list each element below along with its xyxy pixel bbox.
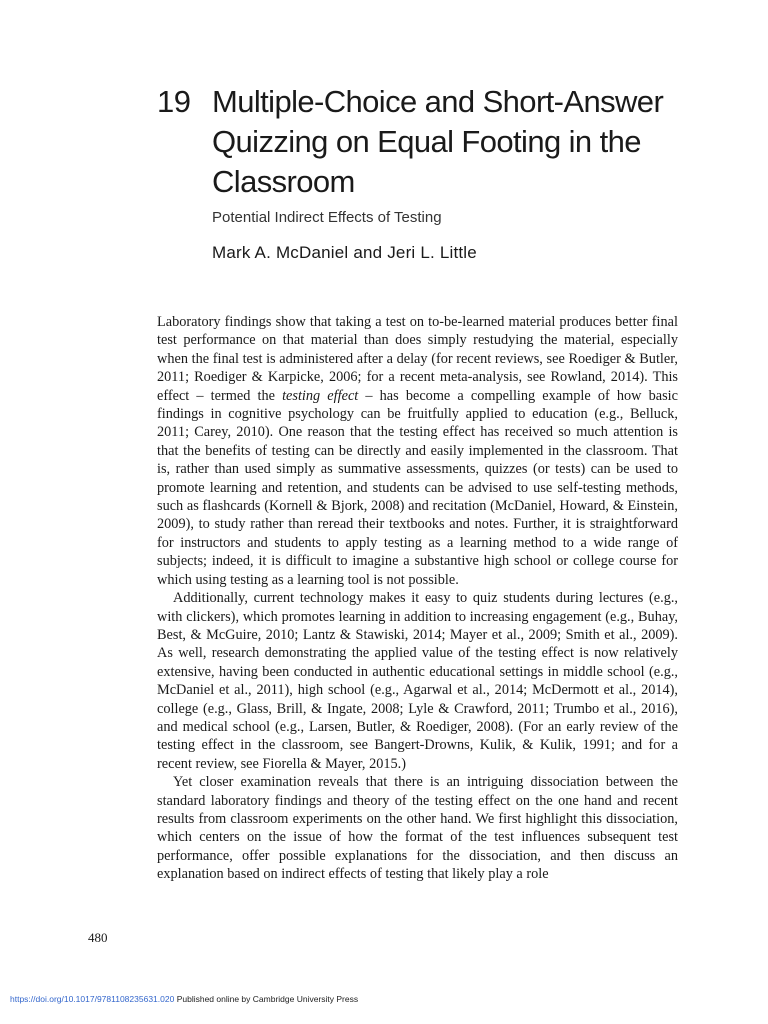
chapter-title: Multiple-Choice and Short-Answer Quizzing on Equal Footing in the Classroom [212, 84, 664, 199]
paragraph-3: Yet closer examination reveals that there is an intriguing dissociation between the standard laboratory findings and theory of the testing effect on the one hand and recent results from classroom experiments on the other hand. We first highlight this dissociation, which centers on the issue of how the format of the test influences subsequent test performance, offer possible explanations for the dissociation, and then discuss an explanation based on indirect effects of testing that likely play a role [157, 774, 678, 883]
published-note: Published online by Cambridge University Press [174, 994, 359, 1004]
body-text [157, 313, 678, 884]
testing-effect-term: testing effect [282, 387, 359, 404]
chapter-subtitle: Potential Indirect Effects of Testing [212, 209, 442, 226]
paragraph-1-part-b: – has become a compelling example of how basic findings in cognitive psychology can be fruitfully applied to education (e.g., Belluck, 2011; Carey, 2010). One reason that the testing effect has received so much attention is that the benefits of testing can be directly and easily implemented in the classroom. That is, rather than used simply as summative assessments, quizzes (or tests) can be used to promote learning and retention, and students can be advised to use self-testing methods, such as flashcards (Kornell & Bjork, 2008) and recitation (McDaniel, Howard, & Einstein, 2009), to study rather than reread their textbooks and notes. Further, it is straightforward for instructors and students to apply testing as a learning method to a wide range of subjects; indeed, it is difficult to imagine a substantive high school or college course for which using testing as a learning tool is not possible. [157, 387, 678, 588]
page-number: 480 [88, 930, 108, 945]
chapter-header [157, 82, 717, 264]
paragraph-1-part-a: Laboratory findings show that taking a test on to-be-learned material produces better final test performance on that material than does simply restudying the material, especially when the final test is administered after a delay (for recent reviews, see Roediger & Butler, 2011; Roediger & Karpicke, 2006; for a recent meta-analysis, see Rowland, 2014). This effect – termed the [157, 314, 678, 404]
footer [10, 994, 358, 1004]
chapter-heading [157, 82, 717, 202]
paragraph-1 [157, 313, 678, 589]
paragraph-2: Additionally, current technology makes it easy to quiz students during lectures (e.g., with clickers), which promotes learning in addition to increasing engagement (e.g., Buhay, Best, & McGuire, 2010; Lantz & Stawiski, 2014; Mayer et al., 2009; Smith et al., 2009). As well, research demonstrating the applied value of the testing effect is now relatively extensive, having been conducted in authentic educational settings in middle school (e.g., McDaniel et al., 2011), high school (e.g., Agarwal et al., 2014; McDermott et al., 2014), college (e.g., Glass, Brill, & Ingate, 2008; Lyle & Crawford, 2011; Trumbo et al., 2016), and medical school (e.g., Larsen, Butler, & Roediger, 2008). (For an early review of the testing effect in the classroom, see Bangert-Drowns, Kulik, & Kulik, 1991; and for a recent review, see Fiorella & Mayer, 2015.) [157, 590, 678, 772]
chapter-authors: Mark A. McDaniel and Jeri L. Little [212, 243, 477, 262]
doi-link[interactable]: https://doi.org/10.1017/9781108235631.020 [10, 994, 175, 1004]
chapter-number: 19 [157, 84, 191, 119]
